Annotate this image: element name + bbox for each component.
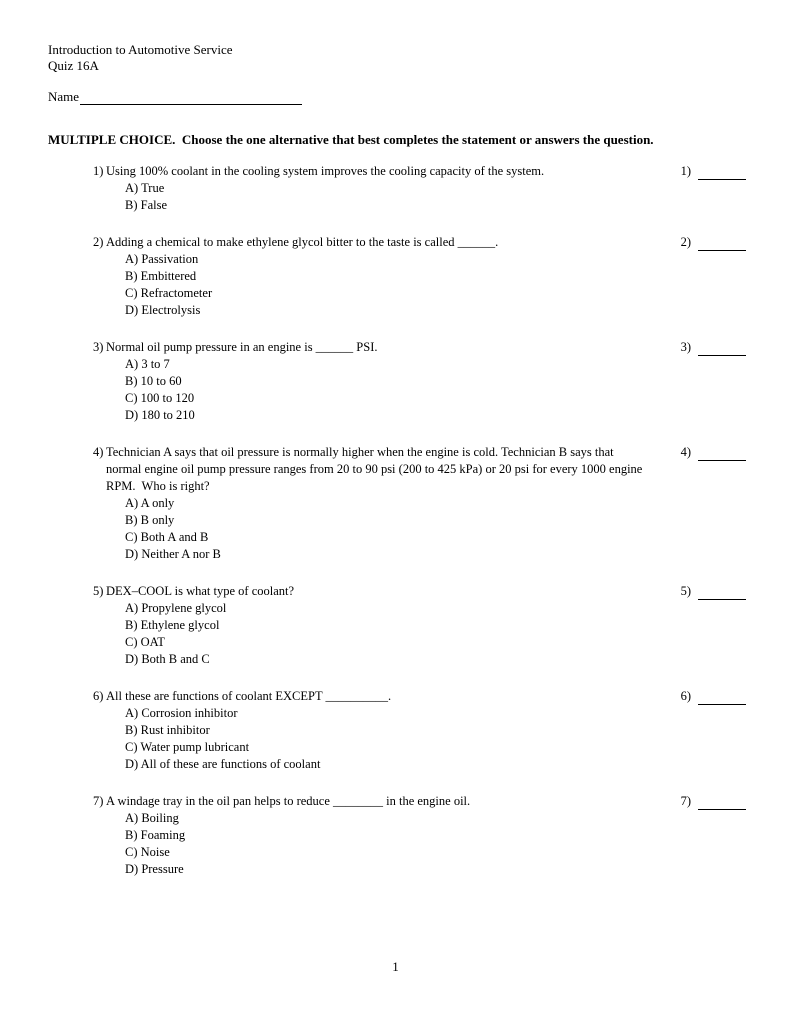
choice: B) Foaming xyxy=(125,828,186,842)
choice: D) Neither A nor B xyxy=(125,547,221,561)
answer-blank xyxy=(698,236,746,251)
answer-cell xyxy=(681,163,746,180)
question-text: Normal oil pump pressure in an engine is ______ PSI. xyxy=(106,340,378,354)
question-text: Using 100% coolant in the cooling system improves the cooling capacity of the system. xyxy=(106,164,545,178)
instructions: MULTIPLE CHOICE. Choose the one alternative that best completes the statement or answers the question. xyxy=(48,132,654,147)
question-body xyxy=(93,583,645,668)
question-body xyxy=(93,793,645,878)
choice-list xyxy=(125,600,645,668)
page-header xyxy=(48,42,746,74)
question-number: 2) xyxy=(93,235,104,249)
answer-number: 2) xyxy=(680,235,691,249)
choice: B) 10 to 60 xyxy=(125,374,182,388)
answer-blank xyxy=(698,585,746,600)
answer-number: 1) xyxy=(680,164,691,178)
choice: C) OAT xyxy=(125,635,165,649)
choice: A) True xyxy=(125,181,165,195)
choice-list xyxy=(125,495,645,563)
question-line xyxy=(93,234,645,251)
answer-blank xyxy=(698,165,746,180)
question-line xyxy=(93,339,645,356)
question-number: 6) xyxy=(93,689,104,703)
question-body xyxy=(93,234,645,319)
question-block xyxy=(93,688,746,773)
answer-cell xyxy=(681,234,746,251)
choice: A) Boiling xyxy=(125,811,179,825)
answer-cell xyxy=(681,339,746,356)
answer-number: 6) xyxy=(680,689,691,703)
choice: A) A only xyxy=(125,496,175,510)
choice-list xyxy=(125,810,645,878)
answer-cell xyxy=(681,444,746,461)
question-line xyxy=(93,793,645,810)
question-line xyxy=(93,583,645,600)
choice: C) Both A and B xyxy=(125,530,209,544)
name-label: Name xyxy=(48,89,80,104)
question-list xyxy=(93,163,746,878)
choice-list xyxy=(125,180,645,214)
question-text: All these are functions of coolant EXCEPT __________. xyxy=(106,689,392,703)
choice: B) False xyxy=(125,198,168,212)
question-body xyxy=(93,688,645,773)
choice: B) Rust inhibitor xyxy=(125,723,210,737)
answer-number: 4) xyxy=(680,445,691,459)
question-line xyxy=(93,688,645,705)
choice: C) Refractometer xyxy=(125,286,213,300)
question-block xyxy=(93,163,746,214)
question-text: Technician A says that oil pressure is normally higher when the engine is cold. Technician B says that normal engine oil pump pressure ranges from 20 to 90 psi (200 to 425 kPa) or 20 psi for every 1000 engine RPM. Who is right? xyxy=(106,445,646,493)
question-line xyxy=(93,444,645,495)
choice: C) 100 to 120 xyxy=(125,391,195,405)
choice: A) Propylene glycol xyxy=(125,601,227,615)
question-body xyxy=(93,444,645,563)
page-number: 1 xyxy=(392,959,399,974)
answer-number: 7) xyxy=(680,794,691,808)
answer-blank xyxy=(698,341,746,356)
choice: A) Corrosion inhibitor xyxy=(125,706,238,720)
answer-number: 3) xyxy=(680,340,691,354)
choice: B) B only xyxy=(125,513,175,527)
question-block xyxy=(93,793,746,878)
choice: D) All of these are functions of coolant xyxy=(125,757,321,771)
course-title: Introduction to Automotive Service xyxy=(48,42,233,57)
question-body xyxy=(93,339,645,424)
name-row xyxy=(48,88,746,105)
question-body xyxy=(93,163,645,214)
choice-list xyxy=(125,251,645,319)
choice: C) Noise xyxy=(125,845,170,859)
answer-cell xyxy=(681,583,746,600)
choice-list xyxy=(125,356,645,424)
choice: D) Both B and C xyxy=(125,652,210,666)
question-number: 5) xyxy=(93,584,104,598)
choice: B) Embittered xyxy=(125,269,197,283)
answer-cell xyxy=(681,793,746,810)
question-text: A windage tray in the oil pan helps to reduce ________ in the engine oil. xyxy=(106,794,471,808)
name-blank xyxy=(80,90,302,105)
choice: D) Pressure xyxy=(125,862,184,876)
answer-cell xyxy=(681,688,746,705)
choice: C) Water pump lubricant xyxy=(125,740,250,754)
answer-blank xyxy=(698,690,746,705)
question-number: 3) xyxy=(93,340,104,354)
choice-list xyxy=(125,705,645,773)
choice: D) Electrolysis xyxy=(125,303,201,317)
question-number: 1) xyxy=(93,164,104,178)
question-block xyxy=(93,444,746,563)
question-block xyxy=(93,234,746,319)
choice: D) 180 to 210 xyxy=(125,408,195,422)
answer-number: 5) xyxy=(680,584,691,598)
choice: B) Ethylene glycol xyxy=(125,618,220,632)
question-text: DEX–COOL is what type of coolant? xyxy=(106,584,295,598)
choice: A) Passivation xyxy=(125,252,199,266)
question-number: 4) xyxy=(93,445,104,459)
answer-blank xyxy=(698,795,746,810)
question-block xyxy=(93,339,746,424)
question-text: Adding a chemical to make ethylene glycol bitter to the taste is called ______. xyxy=(106,235,499,249)
question-block xyxy=(93,583,746,668)
quiz-title: Quiz 16A xyxy=(48,58,99,73)
question-number: 7) xyxy=(93,794,104,808)
question-line xyxy=(93,163,645,180)
answer-blank xyxy=(698,446,746,461)
choice: A) 3 to 7 xyxy=(125,357,170,371)
